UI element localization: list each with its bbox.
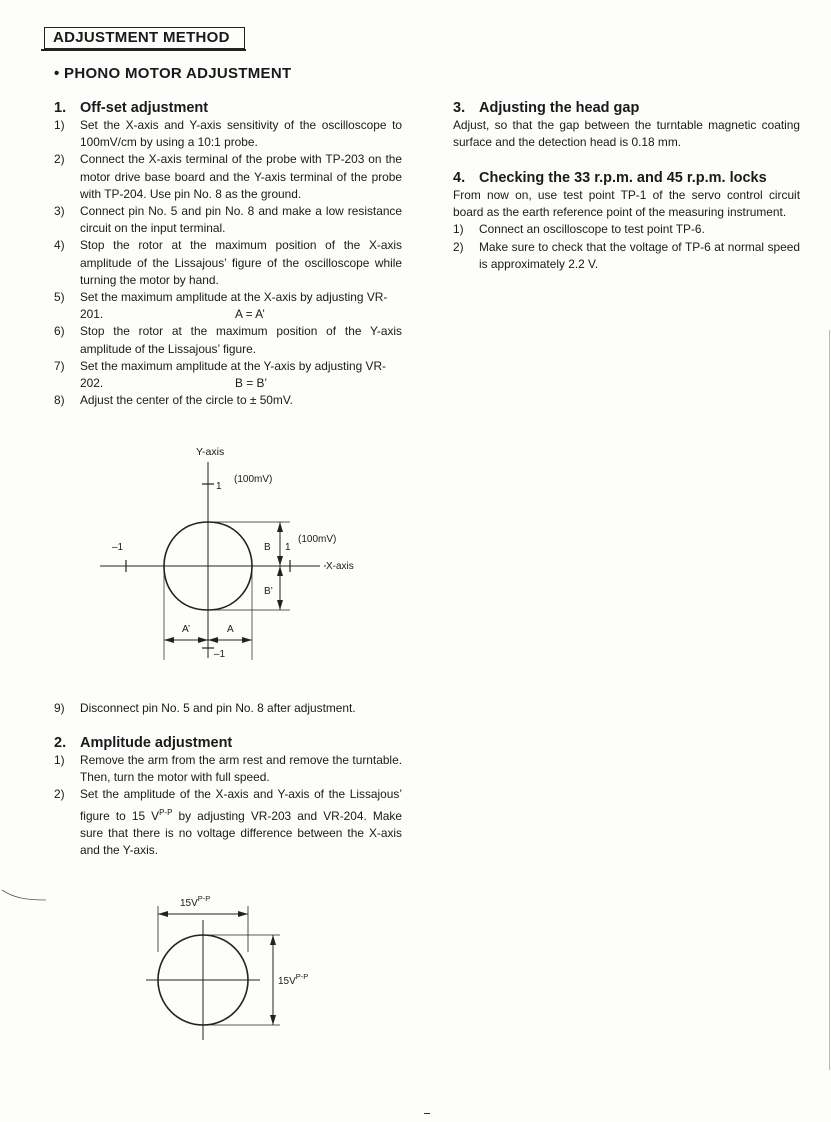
a-prime-label: A’ (182, 624, 191, 635)
lissajous-offset-diagram (90, 440, 380, 700)
x-axis-label: X-axis (326, 561, 354, 572)
heading-rpm-locks: 4. Checking the 33 r.p.m. and 45 r.p.m. locks (453, 170, 767, 186)
tick-right-label: 1 (285, 542, 291, 553)
equation-a: A = A’ (235, 307, 265, 322)
tick-top-label: 1 (216, 481, 222, 492)
y-axis-label: Y-axis (196, 446, 225, 458)
list-item: 1) Remove the arm from the arm rest and remove the turntable. Then, turn the motor with full speed. (54, 753, 402, 785)
section-head-gap (453, 99, 800, 151)
list-item: 5) Set the maximum amplitude at the X-axis by adjusting VR-201. A = A’ (54, 290, 388, 322)
heading-amplitude-adjustment: 2. Amplitude adjustment (54, 735, 233, 751)
offset-steps-list (54, 117, 402, 409)
header-title: ADJUSTMENT METHOD (53, 29, 230, 46)
b-prime-label: B’ (264, 586, 273, 597)
head-gap-body: Adjust, so that the gap between the turntable magnetic coating surface and the detection head is 0.18 mm. (453, 118, 800, 150)
list-item: 2) Set the amplitude of the X-axis and Y-axis of the Lissajous’ figure to 15 $V^{P-P}$ by adjusting VR-203 and VR-204. Make sure that there is no voltage difference between the X-axis and the Y-axis. (54, 787, 402, 857)
right-amplitude-label: $15V^{P-P}$ (278, 972, 309, 987)
list-item: 6) Stop the rotor at the maximum position of the Y-axis amplitude of the Lissajous’ figure. (54, 324, 402, 356)
page-header (44, 27, 245, 49)
section-amplitude-adjustment (54, 734, 402, 859)
list-item: 9) Disconnect pin No. 5 and pin No. 8 after adjustment. (54, 701, 356, 715)
tick-bottom-label: –1 (214, 649, 226, 660)
page-edge-line (829, 330, 830, 1070)
heading-head-gap: 3. Adjusting the head gap (453, 100, 640, 116)
rpm-locks-body: From now on, use test point TP-1 of the servo control circuit board as the earth reference point of the measuring instrument. (453, 188, 800, 220)
scan-mark (0, 888, 60, 908)
equation-b: B = B’ (235, 375, 268, 390)
list-item: 8) Adjust the center of the circle to ± 50mV. (54, 393, 293, 408)
top-amplitude-label: $15V^{P-P}$ (180, 894, 211, 909)
rpm-steps-list (453, 221, 800, 273)
list-item: 4) Stop the rotor at the maximum position of the X-axis amplitude of the Lissajous’ figure of the oscilloscope while turning the motor by hand. (54, 238, 402, 287)
list-item: 2) Connect the X-axis terminal of the probe with TP-203 on the motor drive base board and the Y-axis terminal of the probe with TP-204. Use pin No. 8 as the ground. (54, 152, 402, 201)
mv-top-label: (100mV) (234, 474, 273, 485)
heading-offset-adjustment: 1. Off-set adjustment (54, 100, 209, 116)
lissajous-amplitude-diagram (110, 892, 350, 1052)
page-mark (424, 1113, 430, 1114)
list-item: 2) Make sure to check that the voltage of TP-6 at normal speed is approximately 2.2 V. (453, 239, 800, 271)
step-9 (54, 700, 402, 717)
list-item: 1) Connect an oscilloscope to test point TP-6. (453, 222, 705, 237)
section-rpm-locks (453, 169, 800, 273)
section-title: • PHONO MOTOR ADJUSTMENT (54, 65, 292, 82)
b-label: B (264, 542, 271, 553)
list-item: 7) Set the maximum amplitude at the Y-axis by adjusting VR-202. B = B’ (54, 358, 387, 391)
list-item: 3) Connect pin No. 5 and pin No. 8 and make a low resistance circuit on the input terminal. (54, 204, 402, 236)
section-offset-adjustment (54, 99, 402, 409)
amplitude-steps-list (54, 752, 402, 859)
list-item: 1) Set the X-axis and Y-axis sensitivity of the oscilloscope to 100mV/cm by using a 10:1 probe. (54, 118, 402, 150)
tick-left-label: –1 (112, 542, 124, 553)
a-label: A (227, 624, 234, 635)
mv-right-label: (100mV) (298, 534, 337, 545)
